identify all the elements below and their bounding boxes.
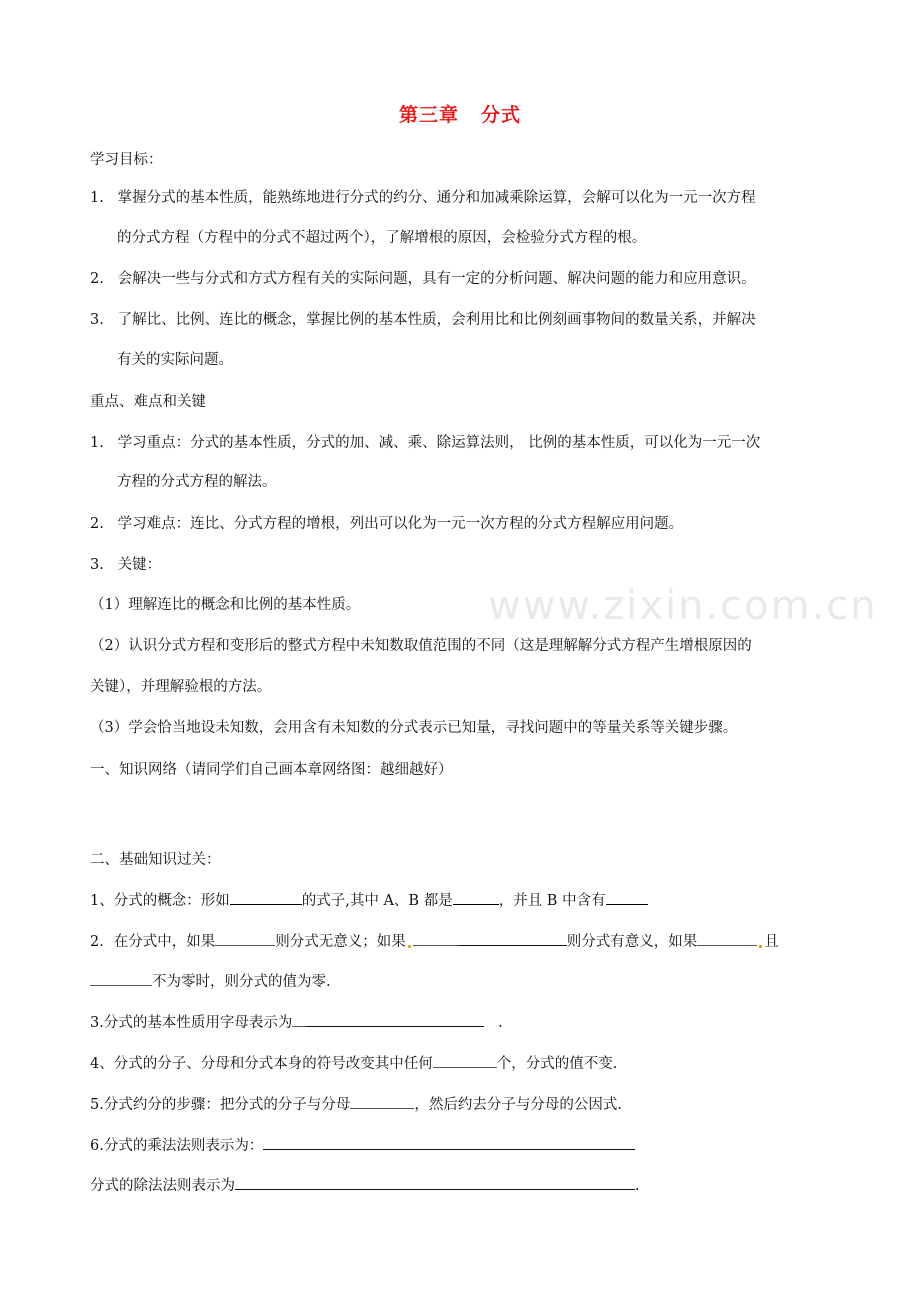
objective-1-line2: 的分式方程（方程中的分式不超过两个），了解增根的原因，会检验分式方程的根。	[117, 230, 647, 246]
objective-3-text: 了解比、比例、连比的概念，掌握比例的基本性质，会利用比和比例刻画事物间的数量关系，并解决	[117, 312, 756, 328]
objective-2	[90, 269, 756, 289]
q2-blank-2a[interactable]	[413, 930, 459, 946]
keypoint-2	[90, 514, 683, 534]
objective-1-line1	[90, 188, 756, 208]
q3-text-a: 3.分式的基本性质用字母表示为	[90, 1015, 293, 1031]
page-title	[0, 100, 920, 127]
q2-text-e: 不为零时，则分式的值为零.	[152, 974, 331, 990]
objectives-heading: 学习目标：	[90, 152, 163, 168]
q6-text-b: 分式的除法法则表示为	[90, 1178, 235, 1194]
key-item-2-line2: 关键），并理解验根的方法。	[90, 679, 272, 695]
mark-dot	[759, 945, 762, 948]
keypoint-3	[90, 555, 161, 575]
keypoint-1-text: 学习重点：分式的基本性质，分式的加、减、乘、除运算法则， 比例的基本性质，可以化为一元一次	[117, 435, 761, 451]
q2-blank-2b[interactable]	[459, 930, 567, 946]
chapter-name: 分式	[481, 104, 522, 126]
key-item-1: （1）理解连比的概念和比例的基本性质。	[90, 597, 361, 613]
q6-blank-1[interactable]	[263, 1134, 635, 1150]
keypoint-3-text: 关键：	[117, 557, 162, 573]
q2-blank-3[interactable]	[697, 930, 757, 946]
objective-1-text: 掌握分式的基本性质，能熟练地进行分式的约分、通分和加减乘除运算，会解可以化为一元一次方程	[117, 190, 756, 206]
question-4	[90, 1052, 617, 1074]
keypoint-1-number: 1.	[90, 435, 104, 451]
objective-3-number: 3.	[90, 312, 104, 328]
q6-text-c: .	[635, 1178, 640, 1194]
objective-2-text: 会解决一些与分式和方式方程有关的实际问题，具有一定的分析问题、解决问题的能力和应用意识。	[117, 271, 756, 287]
q4-text-a: 4、分式的分子、分母和分式本身的符号改变其中任何	[90, 1056, 433, 1072]
keypoint-1-line1	[90, 433, 760, 453]
q3-blank[interactable]	[306, 1011, 484, 1027]
question-6-multiplication	[90, 1134, 635, 1156]
key-item-2-line1: （2）认识分式方程和变形后的整式方程中未知数取值范围的不同（这是理解解分式方程产生增根原因的	[90, 638, 752, 654]
question-5	[90, 1093, 622, 1115]
question-2-line2	[90, 970, 331, 992]
q5-text-b: ，然后约去分子与分母的公因式.	[414, 1097, 622, 1113]
chapter-number: 第三章	[398, 104, 459, 126]
keypoint-2-number: 2.	[90, 516, 104, 532]
objective-2-number: 2.	[90, 271, 104, 287]
q1-blank-3[interactable]	[606, 889, 648, 905]
q3-text-b: .	[498, 1015, 503, 1031]
section-basic-knowledge: 二、基础知识过关：	[90, 852, 221, 868]
question-2-line1	[90, 930, 779, 952]
q2-blank-4[interactable]	[90, 970, 152, 986]
q1-text-a: 1、分式的概念：形如	[90, 893, 230, 909]
keypoint-1-line2: 方程的分式方程的解法。	[117, 474, 277, 490]
mark-dot	[408, 945, 411, 948]
q5-text-a: 5.分式约分的步骤：把分式的分子与分母	[90, 1097, 351, 1113]
q2-text-b: 则分式无意义；如果	[275, 934, 406, 950]
q1-blank-1[interactable]	[230, 889, 302, 905]
objective-3-line1	[90, 310, 756, 330]
q2-blank-1[interactable]	[215, 930, 275, 946]
q2-text-d: 且	[764, 934, 779, 950]
q6-blank-2[interactable]	[235, 1174, 635, 1190]
q5-blank[interactable]	[350, 1093, 414, 1109]
q4-blank[interactable]	[433, 1052, 497, 1068]
watermark: www.zixin.com.cn	[488, 583, 878, 629]
objective-1-number: 1.	[90, 190, 104, 206]
key-item-3: （3）学会恰当地设未知数，会用含有未知数的分式表示已知量，寻找问题中的等量关系等关键步骤。	[90, 720, 738, 736]
objective-3-line2: 有关的实际问题。	[117, 352, 233, 368]
question-1	[90, 889, 648, 911]
q2-text-a: 2．在分式中，如果	[90, 934, 216, 950]
q1-text-c: ，并且 B 中含有	[498, 893, 606, 909]
q1-text-b: 的式子,其中 A、B 都是	[301, 893, 453, 909]
keypoint-3-number: 3.	[90, 557, 104, 573]
q4-text-b: 个，分式的值不变.	[496, 1056, 618, 1072]
keypoints-heading: 重点、难点和关键	[90, 394, 206, 410]
q3-blank-lead	[292, 1011, 306, 1027]
keypoint-2-text: 学习难点：连比、分式方程的增根，列出可以化为一元一次方程的分式方程解应用问题。	[117, 516, 684, 532]
q2-text-c: 则分式有意义，如果	[566, 934, 698, 950]
q1-blank-2[interactable]	[453, 889, 499, 905]
question-3	[90, 1011, 503, 1033]
section-knowledge-network: 一、知识网络（请同学们自己画本章网络图：越细越好）	[90, 762, 453, 778]
q6-text-a: 6.分式的乘法法则表示为：	[90, 1138, 264, 1154]
question-6-division	[90, 1174, 640, 1196]
